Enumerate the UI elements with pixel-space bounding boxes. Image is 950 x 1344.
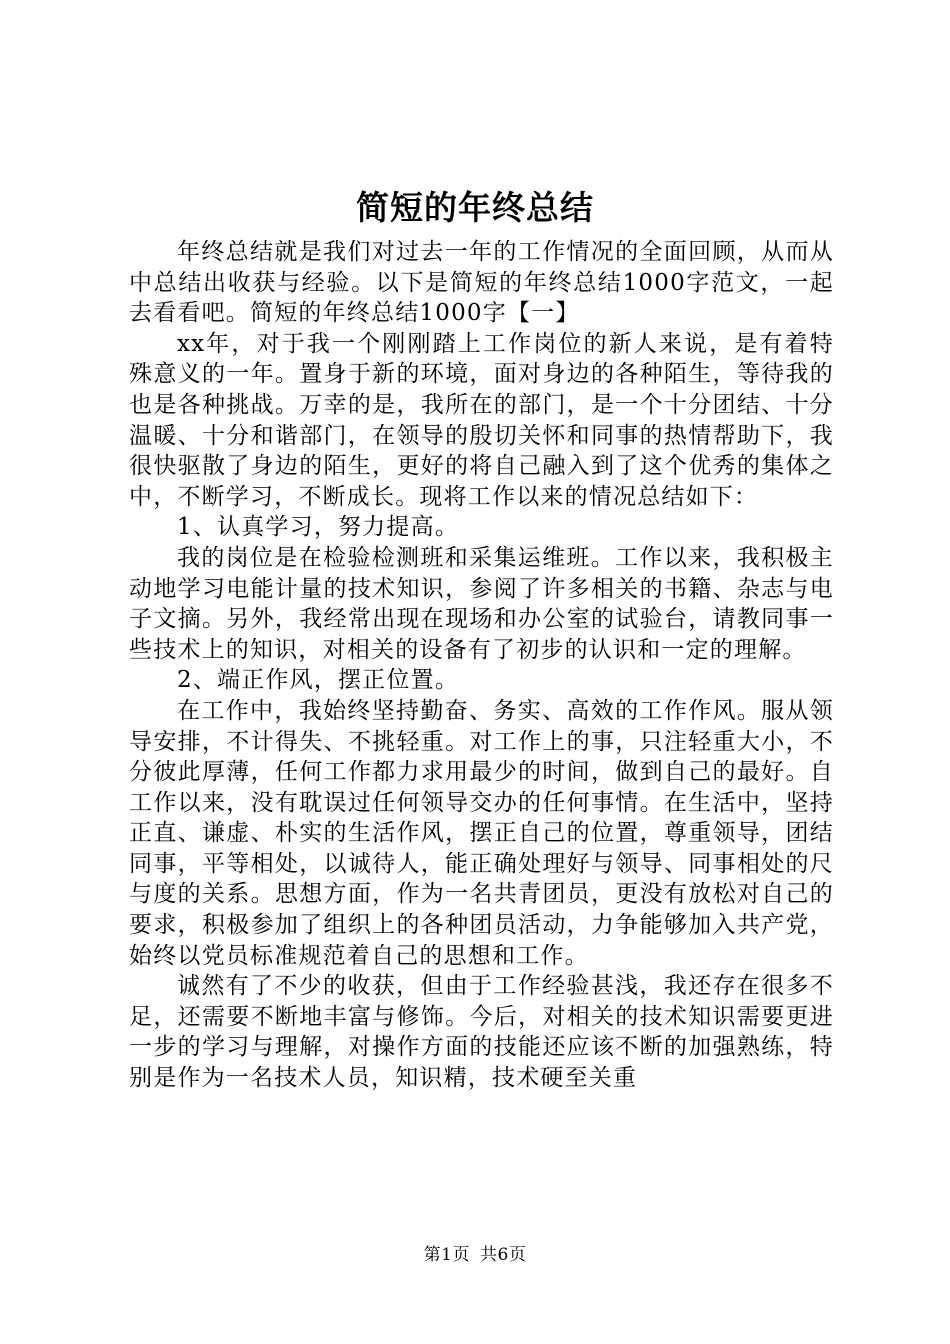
section-heading-attitude: 2、端正作风，摆正位置。	[177, 667, 460, 694]
section-heading-study: 1、认真学习，努力提高。	[177, 514, 460, 541]
paragraph-shortcomings: 诚然有了不少的收获，但由于工作经验甚浅，我还存在很多不足，还需要不断地丰富与修饰。今后，对相关的技术知识需要更进一步的学习与理解，对操作方面的技能还应该不断的加强熟练，特别是作为一名技术人员，知识精，技术硬至关重	[129, 973, 834, 1092]
document-body	[129, 237, 834, 1094]
document-title: 简短的年终总结	[356, 188, 594, 227]
page-total: 共6页	[480, 1245, 527, 1265]
paragraph-study: 我的岗位是在检验检测班和采集运维班。工作以来，我积极主动地学习电能计量的技术知识，参阅了许多相关的书籍、杂志与电子文摘。另外，我经常出现在现场和办公室的试验台，请教同事一些技术上的知识，对相关的设备有了初步的认识和一定的理解。	[129, 544, 834, 663]
paragraph-attitude: 在工作中，我始终坚持勤奋、务实、高效的工作作风。服从领导安排，不计得失、不挑轻重。对工作上的事，只注轻重大小，不分彼此厚薄，任何工作都力求用最少的时间，做到自己的最好。自工作以来，没有耽误过任何领导交办的任何事情。在生活中，坚持正直、谦虚、朴实的生活作风，摆正自己的位置，尊重领导，团结同事，平等相处，以诚待人，能正确处理好与领导、同事相处的尺与度的关系。思想方面，作为一名共青团员，更没有放松对自己的要求，积极参加了组织上的各种团员活动，力争能够加入共产党，始终以党员标准规范着自己的思想和工作。	[129, 697, 834, 969]
paragraph-overview: xx年，对于我一个刚刚踏上工作岗位的新人来说，是有着特殊意义的一年。置身于新的环境，面对身边的各种陌生，等待我的也是各种挑战。万幸的是，我所在的部门，是一个十分团结、十分温暖、十分和谐部门，在领导的殷切关怀和同事的热情帮助下，我很快驱散了身边的陌生，更好的将自己融入到了这个优秀的集体之中，不断学习，不断成长。现将工作以来的情况总结如下：	[129, 330, 834, 510]
page-footer	[0, 1243, 950, 1267]
page-number: 第1页	[423, 1245, 470, 1265]
paragraph-intro: 年终总结就是我们对过去一年的工作情况的全面回顾，从而从中总结出收获与经验。以下是简短的年终总结1000字范文，一起去看看吧。简短的年终总结1000字【一】	[129, 239, 834, 327]
